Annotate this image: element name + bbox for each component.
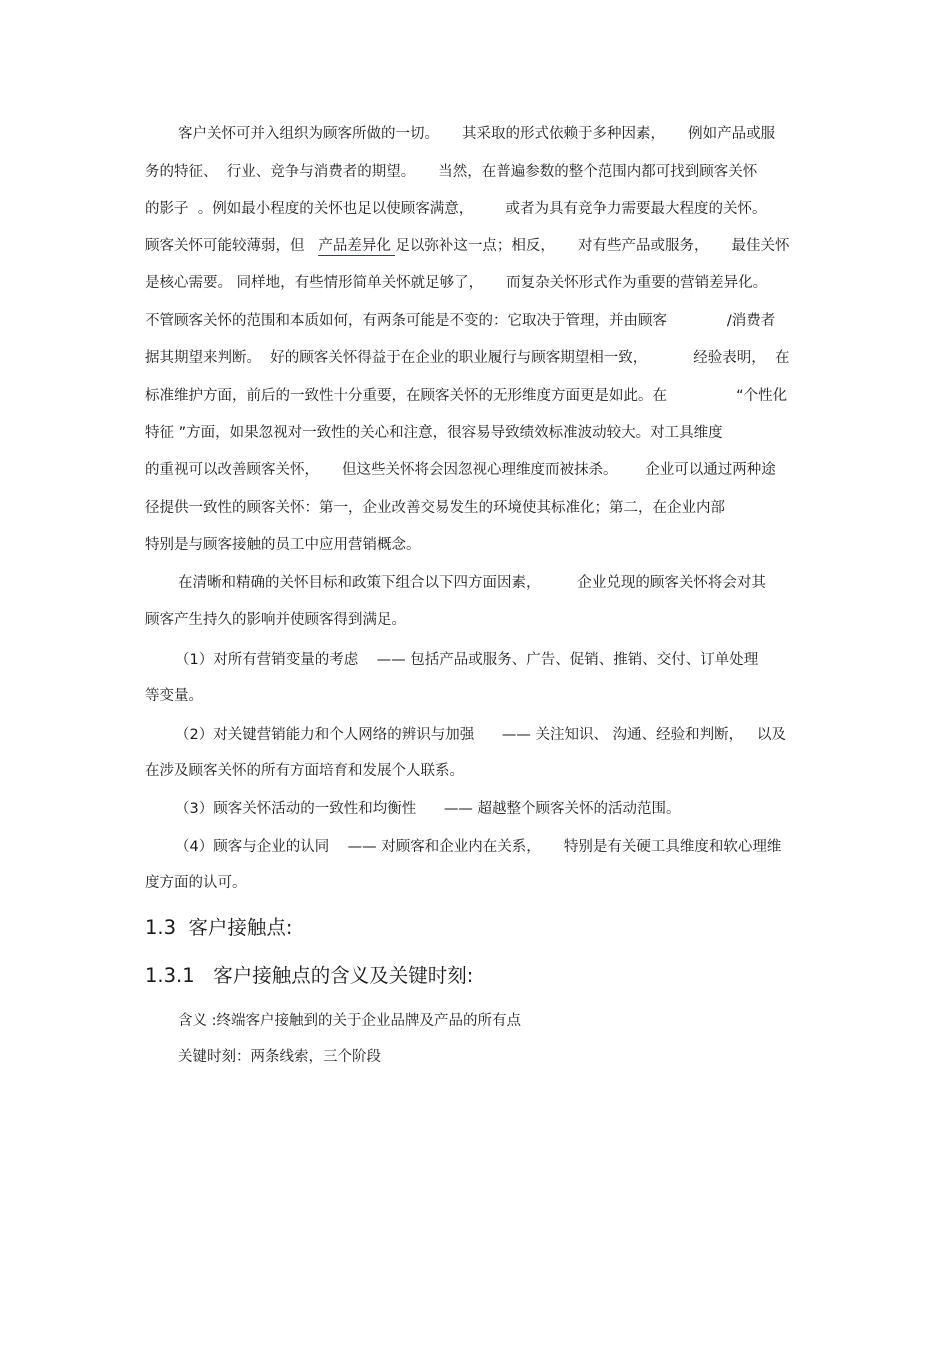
para2-line7: 特别是与顾客接触的员工中应用营销概念。 [145, 537, 421, 553]
para1-line1: 客户关怀可并入组织为顾客所做的一切。 其采取的形式依赖于多种因素， 例如产品或服 [178, 126, 776, 142]
para1-line2: 务的特征、 行业、竞争与消费者的期望。 当然，在普遍参数的整个范围内都可找到顾客关怀 [145, 164, 758, 180]
para1-line5: 是核心需要。 同样地，有些情形简单关怀就足够了， 而复杂关怀形式作为重要的营销差异化。 [145, 275, 768, 291]
product-differentiation-link[interactable]: 产品差异化 [318, 238, 396, 254]
para2-line6: 径提供一致性的顾客关怀：第一，企业改善交易发生的环境使其标准化；第二，在企业内部 [145, 500, 725, 516]
list-item-2-line2: 在涉及顾客关怀的所有方面培育和发展个人联系。 [145, 763, 464, 779]
para2-line3: 标准维护方面，前后的一致性十分重要，在顾客关怀的无形维度方面更是如此。在 “个性化 [145, 388, 788, 404]
list-item-1-line1: （1）对所有营销变量的考虑 —— 包括产品或服务、广告、促销、推销、交付、订单处理 [175, 652, 759, 668]
definition-line: 含义 :终端客户接触到的关于企业品牌及产品的所有点 [178, 1013, 521, 1029]
list-item-2-line1: （2）对关键营销能力和个人网络的辨识与加强 —— 关注知识、 沟通、经验和判断， 以及 [175, 727, 786, 743]
list-item-4-line1: （4）顾客与企业的认同 —— 对顾客和企业内在关系， 特别是有关硬工具维度和软心理维 [175, 839, 782, 855]
para2-line1: 不管顾客关怀的范围和本质如何，有两条可能是不变的：它取决于管理，并由顾客 /消费者 [145, 313, 776, 329]
list-item-3-line1: （3）顾客关怀活动的一致性和均衡性 —— 超越整个顾客关怀的活动范围。 [175, 801, 681, 817]
para1-line4-before: 顾客关怀可能较薄弱，但 [145, 238, 319, 254]
para1-line4-after: 足以弥补这一点；相反， 对有些产品或服务， 最佳关怀 [395, 238, 790, 254]
key-moments-line: 关键时刻：两条线索，三个阶段 [178, 1049, 381, 1065]
para1-line4 [145, 236, 790, 256]
list-item-4-line2: 度方面的认可。 [145, 875, 247, 891]
para2-line2: 据其期望来判断。 好的顾客关怀得益于在企业的职业履行与顾客期望相一致， 经验表明， 在 [145, 350, 790, 366]
heading-1-3: 1.3 客户接触点: [145, 916, 293, 939]
para3-line1: 在清晰和精确的关怀目标和政策下组合以下四方面因素， 企业兑现的顾客关怀将会对其 [178, 575, 766, 591]
para1-line3: 的影子 。例如最小程度的关怀也足以使顾客满意， 或者为具有竞争力需要最大程度的关怀。 [145, 201, 767, 217]
para2-line4: 特征 ”方面，如果忽视对一致性的关心和注意，很容易导致绩效标准波动较大。对工具维度 [145, 425, 723, 441]
heading-1-3-1: 1.3.1 客户接触点的含义及关键时刻: [145, 964, 474, 987]
para2-line5: 的重视可以改善顾客关怀， 但这些关怀将会因忽视心理维度而被抹杀。 企业可以通过两种途 [145, 462, 776, 478]
list-item-1-line2: 等变量。 [145, 688, 203, 704]
para3-line2: 顾客产生持久的影响并使顾客得到满足。 [145, 612, 406, 628]
